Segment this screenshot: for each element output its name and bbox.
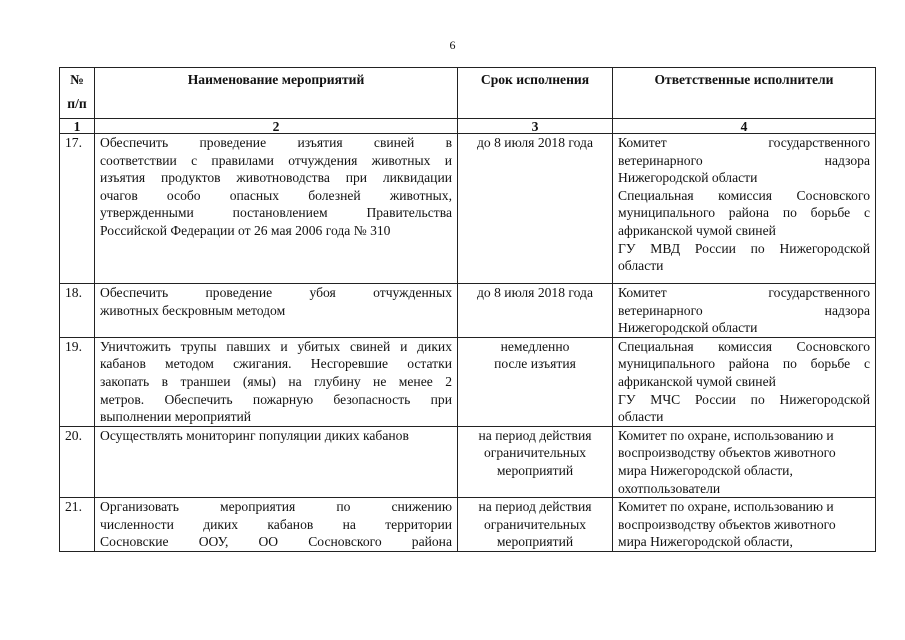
text-line: Нижегородской области (618, 320, 758, 336)
column-number-row (60, 119, 876, 134)
measure-name (95, 426, 458, 497)
text-line: животных бескровным методом (100, 302, 286, 318)
deadline (458, 337, 613, 426)
responsible-executors (613, 134, 876, 284)
measure-name (95, 134, 458, 284)
column-number: 2 (95, 119, 458, 134)
text-line: очагов особо опасных болезней животных, (100, 187, 452, 203)
text-line: Комитет по охране, использованию и (618, 499, 834, 515)
row-number: 17. (60, 134, 95, 284)
text-line: выполнении мероприятий (100, 409, 252, 425)
row-number: 20. (60, 426, 95, 497)
column-number: 3 (458, 119, 613, 134)
header-num-line: п/п (67, 95, 87, 111)
action-plan-table (59, 67, 876, 552)
column-number: 4 (613, 119, 876, 134)
table-header-row (60, 68, 876, 119)
text-line: численности диких кабанов на территории (100, 516, 452, 532)
text-line: муниципального района по борьбе с (618, 356, 870, 372)
row-number: 19. (60, 337, 95, 426)
text-line: африканской чумой свиней (618, 373, 776, 389)
text-line: ветеринарного надзора (618, 152, 870, 168)
header-num-line: № (70, 72, 84, 87)
text-line: мероприятий (496, 462, 574, 478)
text-line: мира Нижегородской области, (618, 462, 793, 478)
column-number: 1 (60, 119, 95, 134)
header-executors: Ответственные исполнители (613, 68, 876, 119)
text-line: утвержденными постановлением Правительства (100, 205, 452, 221)
deadline (458, 426, 613, 497)
header-name: Наименование мероприятий (95, 68, 458, 119)
text-line: мероприятий (496, 534, 574, 550)
text-line: немедленно (500, 338, 570, 354)
text-line: Комитет государственного (618, 285, 870, 300)
text-line: Обеспечить проведение убоя отчужденных (100, 285, 452, 300)
text-line: Сосновские ООУ, ОО Сосновского района (100, 534, 452, 550)
text-line: метров. Обеспечить пожарную безопасность при (100, 391, 452, 407)
responsible-executors (613, 337, 876, 426)
text-line: Осуществлять мониторинг популяции диких кабанов (100, 427, 409, 443)
text-line: кабанов методом сжигания. Несгоревшие остатки (100, 356, 452, 372)
text-line: Комитет по охране, использованию и (618, 427, 834, 443)
text-line: на период действия (478, 499, 592, 515)
table-row (60, 337, 876, 426)
text-line: Специальная комиссия Сосновского (618, 338, 870, 354)
text-line: ограничительных (483, 516, 587, 532)
measure-name (95, 498, 458, 552)
text-line: Организовать мероприятия по снижению (100, 499, 452, 515)
row-number: 21. (60, 498, 95, 552)
text-line: закопать в траншеи (ямы) на глубину не менее 2 (100, 373, 452, 389)
deadline (458, 284, 613, 338)
text-line: Комитет государственного (618, 135, 870, 150)
table-row (60, 284, 876, 338)
text-line: области (618, 258, 664, 274)
responsible-executors (613, 284, 876, 338)
text-line: Нижегородской области (618, 170, 758, 186)
table-row (60, 498, 876, 552)
responsible-executors (613, 498, 876, 552)
text-line: изъятия продуктов животноводства при ликвидации (100, 170, 452, 186)
responsible-executors (613, 426, 876, 497)
header-num (60, 68, 95, 119)
text-line: ветеринарного надзора (618, 302, 870, 318)
text-line: ГУ МЧС России по Нижегородской (618, 391, 870, 407)
text-line: мира Нижегородской области, (618, 534, 793, 550)
text-line: африканской чумой свиней (618, 222, 776, 238)
text-line: Уничтожить трупы павших и убитых свиней и диких (100, 338, 452, 354)
deadline (458, 498, 613, 552)
text-line: охотпользователи (618, 480, 721, 496)
text-line: воспроизводству объектов животного (618, 445, 836, 461)
row-number: 18. (60, 284, 95, 338)
deadline (458, 134, 613, 284)
text-line: до 8 июля 2018 года (476, 285, 593, 300)
text-line: области (618, 409, 664, 425)
text-line: ГУ МВД России по Нижегородской (618, 240, 870, 256)
text-line: воспроизводству объектов животного (618, 516, 836, 532)
measure-name (95, 284, 458, 338)
measure-name (95, 337, 458, 426)
text-line: Обеспечить проведение изъятия свиней в (100, 135, 452, 150)
text-line: соответствии с правилами отчуждения животных и (100, 152, 452, 168)
text-line: Специальная комиссия Сосновского (618, 187, 870, 203)
page-number: 6 (449, 38, 456, 52)
header-term: Срок исполнения (458, 68, 613, 119)
text-line: ограничительных (483, 445, 587, 461)
text-line: на период действия (478, 427, 592, 443)
text-line: муниципального района по борьбе с (618, 205, 870, 221)
text-line: Российской Федерации от 26 мая 2006 года № 310 (100, 222, 391, 238)
text-line: после изъятия (494, 356, 576, 372)
text-line: до 8 июля 2018 года (476, 135, 593, 150)
table-row (60, 426, 876, 497)
table-row (60, 134, 876, 284)
